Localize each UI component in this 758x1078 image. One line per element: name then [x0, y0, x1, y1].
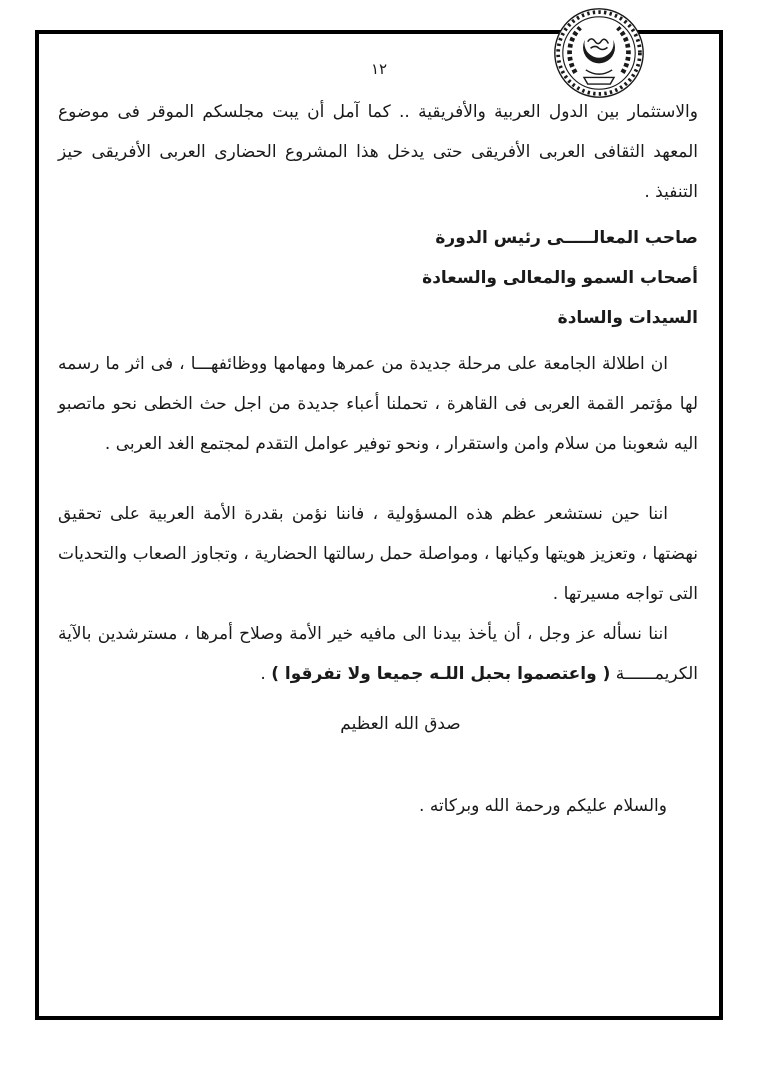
quran-verse: ( واعتصموا بحبل اللـه جميعا ولا تفرقوا ) [271, 664, 611, 684]
heading-session-chairman: صاحب المعالـــــى رئيس الدورة [435, 228, 698, 248]
document-body [58, 92, 698, 826]
closing-salam: والسلام عليكم ورحمة الله وبركاته . [419, 796, 667, 816]
paragraph-league-new-phase: ان اطلالة الجامعة على مرحلة جديدة من عمرها ومهامها ووظائفهـــا ، فى اثر ما رسمه لها مؤتمر القمة العربى فى القاهرة ، تحملنا أعباء جديدة من اجل حث الخطى نحو ماتصبو اليه شعوبنا من سلام وامن واستقرار ، ونحو توفير عوامل التقدم لمجتمع الغد العربى . [58, 354, 698, 454]
arab-league-emblem-icon [552, 6, 646, 100]
heading-excellencies: أصحاب السمو والمعالى والسعادة [422, 268, 698, 288]
paragraph-responsibility: اننا حين نستشعر عظم هذه المسؤولية ، فاننا نؤمن بقدرة الأمة العربية على تحقيق نهضتها ، وتعزيز هويتها وكيانها ، ومواصلة حمل رسالتها الحضارية ، وتجاوز الصعاب والتحديات التى تواجه مسيرتها . [58, 504, 698, 604]
paragraph-investment-institute: والاستثمار بين الدول العربية والأفريقية .. كما آمل أن يبت مجلسكم الموقر فى موضوع المعهد الثقافى العربى الأفريقى حتى يدخل هذا المشروع الحضارى العربى الأفريقى حيز التنفيذ . [58, 102, 698, 202]
prayer-text-end: . [260, 664, 272, 684]
paragraph-prayer [58, 614, 698, 694]
page-number: ١٢ [370, 60, 388, 78]
closing-sadaqa-allah: صدق الله العظيم [340, 714, 461, 734]
prayer-text: اننا نسأله عز وجل ، أن يأخذ بيدنا الى مافيه خير الأمة وصلاح أمرها ، مسترشدين بالآية الكريمــــــة [58, 624, 698, 684]
heading-ladies-and-gentlemen: السيدات والسادة [557, 308, 698, 328]
